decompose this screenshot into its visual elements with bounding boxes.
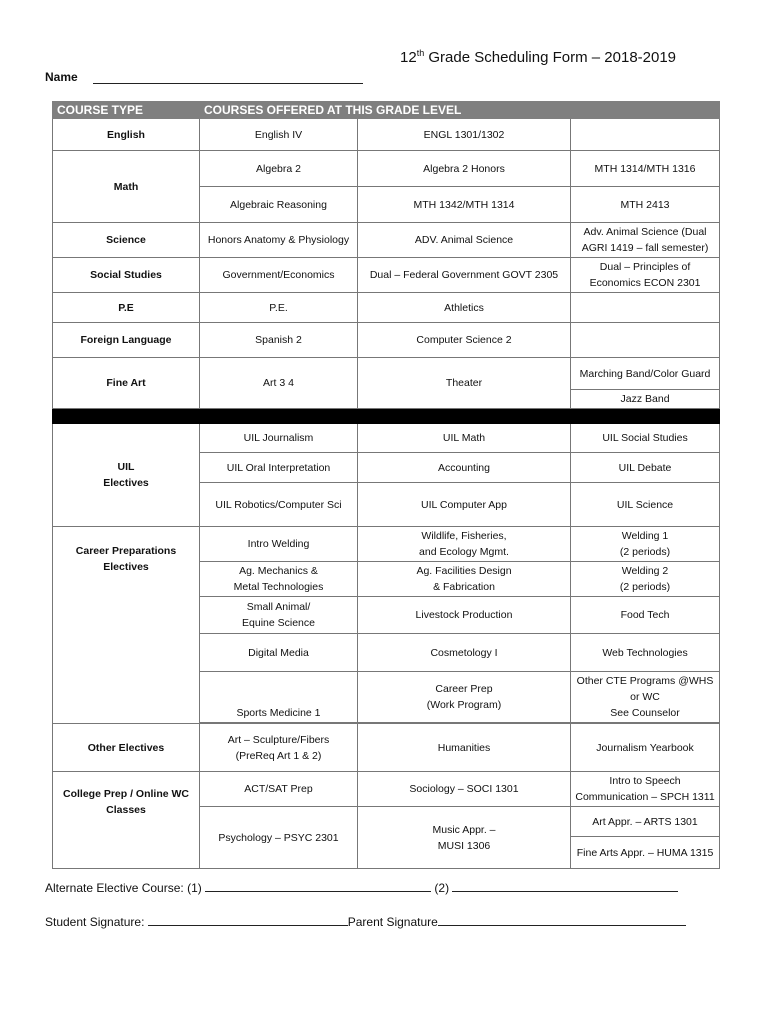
table-header-row — [53, 102, 720, 119]
course-cell[interactable]: ENGL 1301/1302 — [358, 119, 571, 151]
course-cell[interactable]: Government/Economics — [200, 258, 358, 293]
table-row — [53, 223, 720, 258]
table-row — [53, 358, 720, 390]
course-cell[interactable]: Intro to Speech Communication – SPCH 1311 — [571, 772, 720, 807]
course-cell[interactable]: Art Appr. – ARTS 1301 — [571, 807, 720, 837]
course-cell[interactable]: Accounting — [358, 453, 571, 483]
category-college-prep: College Prep / Online WC Classes — [53, 772, 200, 869]
course-cell[interactable]: Ag. Facilities Design & Fabrication — [358, 562, 571, 597]
course-cell[interactable]: UIL Journalism — [200, 424, 358, 453]
alternate-elective-row — [45, 879, 678, 895]
course-cell[interactable]: UIL Robotics/Computer Sci — [200, 483, 358, 527]
alternate-elective-label: Alternate Elective Course: (1) — [45, 881, 202, 895]
course-cell[interactable]: Music Appr. – MUSI 1306 — [358, 807, 571, 869]
category-foreign-language: Foreign Language — [53, 323, 200, 358]
form-title: 12th Grade Scheduling Form – 2018-2019 — [400, 48, 677, 66]
course-cell[interactable]: ADV. Animal Science — [358, 223, 571, 258]
course-cell[interactable]: Marching Band/Color Guard — [571, 358, 720, 390]
name-field[interactable] — [93, 83, 363, 84]
category-english: English — [53, 119, 200, 151]
course-cell[interactable]: Art 3 4 — [200, 358, 358, 409]
course-cell[interactable]: Spanish 2 — [200, 323, 358, 358]
course-cell[interactable]: Computer Science 2 — [358, 323, 571, 358]
course-cell[interactable]: Digital Media — [200, 634, 358, 672]
course-cell[interactable]: Humanities — [358, 724, 571, 772]
course-cell[interactable]: Cosmetology I — [358, 634, 571, 672]
table-row — [53, 724, 720, 772]
section-divider — [53, 409, 720, 424]
table-row — [53, 258, 720, 293]
parent-signature-field[interactable] — [438, 913, 686, 926]
course-cell[interactable]: MTH 1342/MTH 1314 — [358, 187, 571, 223]
course-cell[interactable]: Food Tech — [571, 597, 720, 634]
course-cell[interactable]: Algebra 2 — [200, 151, 358, 187]
course-cell[interactable]: Jazz Band — [571, 390, 720, 409]
alternate-elective-2-label: (2) — [434, 881, 450, 895]
course-cell[interactable]: UIL Social Studies — [571, 424, 720, 453]
category-science: Science — [53, 223, 200, 258]
parent-signature-label: Parent Signature — [347, 915, 438, 929]
course-cell[interactable]: Sports Medicine 1 — [200, 672, 358, 723]
course-cell[interactable] — [571, 119, 720, 151]
course-cell[interactable]: MTH 1314/MTH 1316 — [571, 151, 720, 187]
course-cell[interactable] — [571, 293, 720, 323]
course-cell[interactable]: Welding 2 (2 periods) — [571, 562, 720, 597]
header-courses-offered: COURSES OFFERED AT THIS GRADE LEVEL — [200, 102, 720, 119]
course-cell[interactable]: Wildlife, Fisheries, and Ecology Mgmt. — [358, 527, 571, 562]
course-cell[interactable]: Honors Anatomy & Physiology — [200, 223, 358, 258]
course-cell[interactable]: Adv. Animal Science (Dual AGRI 1419 – fall semester) — [571, 223, 720, 258]
course-cell[interactable]: Fine Arts Appr. – HUMA 1315 — [571, 837, 720, 869]
course-cell[interactable]: Ag. Mechanics & Metal Technologies — [200, 562, 358, 597]
table-row — [53, 119, 720, 151]
table-row — [53, 424, 720, 453]
student-signature-label: Student Signature: — [45, 915, 145, 929]
category-other-electives: Other Electives — [53, 724, 200, 772]
course-cell[interactable]: UIL Science — [571, 483, 720, 527]
header-course-type: COURSE TYPE — [53, 102, 200, 119]
student-signature-field[interactable] — [148, 913, 348, 926]
category-career-preparations: Career Preparations Electives — [53, 527, 200, 724]
course-cell[interactable]: Livestock Production — [358, 597, 571, 634]
course-cell[interactable]: ACT/SAT Prep — [200, 772, 358, 807]
course-cell[interactable]: Career Prep (Work Program) — [358, 672, 571, 723]
category-uil-electives: UIL Electives — [53, 424, 200, 527]
alternate-elective-2-field[interactable] — [452, 879, 678, 892]
table-row — [53, 323, 720, 358]
course-cell[interactable]: P.E. — [200, 293, 358, 323]
course-cell[interactable]: Theater — [358, 358, 571, 409]
category-fine-art: Fine Art — [53, 358, 200, 409]
course-cell[interactable]: Dual – Principles of Economics ECON 2301 — [571, 258, 720, 293]
course-cell[interactable]: Athletics — [358, 293, 571, 323]
table-row — [53, 151, 720, 187]
course-cell[interactable]: Psychology – PSYC 2301 — [200, 807, 358, 869]
course-cell[interactable]: Other CTE Programs @WHS or WC See Counselor — [571, 672, 720, 723]
course-cell[interactable]: Algebra 2 Honors — [358, 151, 571, 187]
table-row — [53, 293, 720, 323]
schedule-table — [52, 101, 720, 869]
category-pe: P.E — [53, 293, 200, 323]
course-cell[interactable]: Journalism Yearbook — [571, 724, 720, 772]
category-social-studies: Social Studies — [53, 258, 200, 293]
table-row — [53, 527, 720, 562]
course-cell[interactable]: UIL Math — [358, 424, 571, 453]
course-cell[interactable]: UIL Debate — [571, 453, 720, 483]
table-row — [53, 772, 720, 807]
signature-row — [45, 913, 686, 929]
course-cell[interactable]: UIL Oral Interpretation — [200, 453, 358, 483]
course-cell[interactable]: Web Technologies — [571, 634, 720, 672]
course-cell[interactable]: Art – Sculpture/Fibers (PreReq Art 1 & 2) — [200, 724, 358, 772]
course-cell[interactable]: Algebraic Reasoning — [200, 187, 358, 223]
course-cell[interactable]: Sociology – SOCI 1301 — [358, 772, 571, 807]
course-cell[interactable]: UIL Computer App — [358, 483, 571, 527]
course-cell[interactable]: English IV — [200, 119, 358, 151]
name-label: Name — [45, 70, 78, 84]
course-cell[interactable]: Welding 1 (2 periods) — [571, 527, 720, 562]
course-cell[interactable]: Small Animal/ Equine Science — [200, 597, 358, 634]
course-cell[interactable]: Intro Welding — [200, 527, 358, 562]
course-cell[interactable]: Dual – Federal Government GOVT 2305 — [358, 258, 571, 293]
course-cell[interactable] — [571, 323, 720, 358]
category-math: Math — [53, 151, 200, 223]
course-cell[interactable]: MTH 2413 — [571, 187, 720, 223]
alternate-elective-1-field[interactable] — [205, 879, 431, 892]
